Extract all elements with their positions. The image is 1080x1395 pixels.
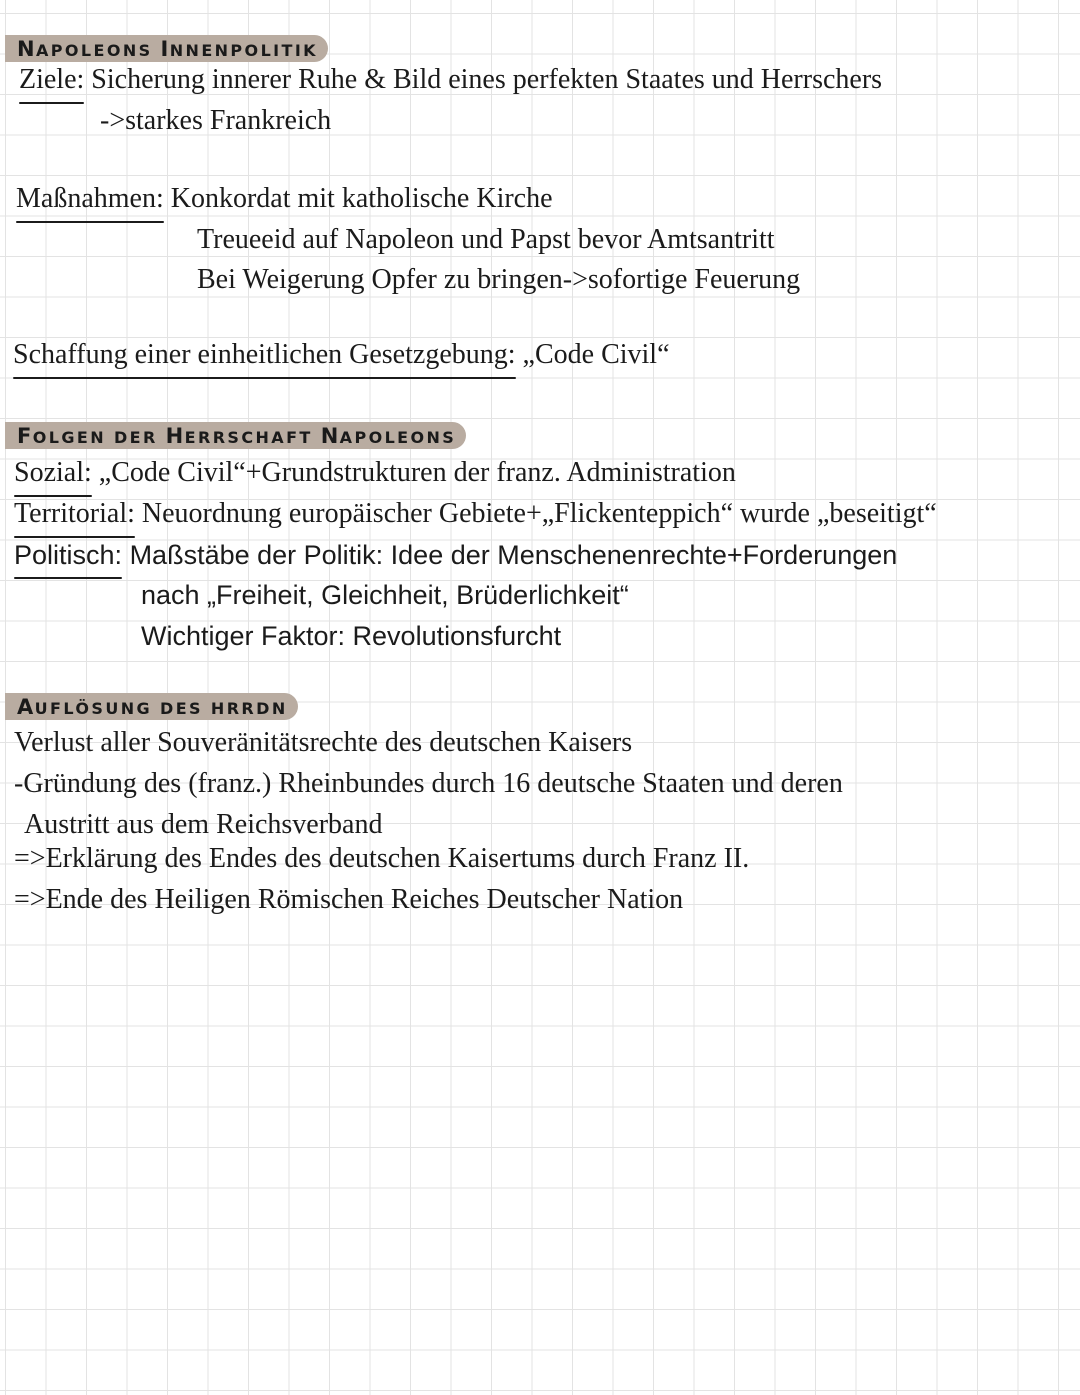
schaffung-label: Schaffung einer einheitlichen Gesetzgebung: bbox=[13, 337, 516, 373]
sozial-label: Sozial: bbox=[14, 455, 92, 491]
politisch-text-2: nach „Freiheit, Gleichheit, Brüderlichkeit“ bbox=[141, 580, 629, 610]
massnahmen-row bbox=[16, 181, 553, 217]
territorial-row bbox=[14, 496, 937, 532]
aufloesung-line-1: Verlust aller Souveränitätsrechte des deutschen Kaisers bbox=[14, 727, 633, 758]
politisch-row bbox=[14, 537, 897, 573]
ziele-continuation: ->starkes Frankreich bbox=[100, 105, 332, 136]
aufloesung-line-3: Austritt aus dem Reichsverband bbox=[24, 809, 383, 840]
aufloesung-line-5: =>Ende des Heiligen Römischen Reiches Deutscher Nation bbox=[14, 884, 684, 915]
sozial-row bbox=[14, 455, 736, 491]
ziele-label: Ziele: bbox=[19, 62, 84, 98]
heading-folgen-der-herrschaft: FOLGEN DER HERRSCHAFT NAPOLEONS bbox=[5, 422, 466, 449]
heading-napoleons-innenpolitik: NAPOLEONS INNENPOLITIK bbox=[5, 35, 328, 62]
massnahmen-item-2: Treueeid auf Napoleon und Papst bevor Amtsantritt bbox=[197, 224, 775, 255]
ziele-text: Sicherung innerer Ruhe & Bild eines perfekten Staates und Herrschers bbox=[91, 64, 883, 95]
massnahmen-item-1: Konkordat mit katholische Kirche bbox=[170, 183, 553, 214]
heading-aufloesung-des-hrrdn: AUFLÖSUNG DES HRRDN bbox=[5, 693, 298, 720]
massnahmen-label: Maßnahmen: bbox=[16, 181, 164, 217]
territorial-label: Territorial: bbox=[14, 496, 135, 532]
politisch-text-1: Maßstäbe der Politik: Idee der Menschenenrechte+Forderungen bbox=[129, 540, 898, 570]
politisch-text-3: Wichtiger Faktor: Revolutionsfurcht bbox=[141, 621, 562, 651]
schaffung-text: „Code Civil“ bbox=[522, 339, 670, 370]
territorial-text: Neuordnung europäischer Gebiete+„Flickenteppich“ wurde „beseitigt“ bbox=[141, 498, 937, 529]
politisch-label: Politisch: bbox=[14, 537, 122, 573]
sozial-text: „Code Civil“+Grundstrukturen der franz. Administration bbox=[98, 457, 736, 488]
aufloesung-line-2: -Gründung des (franz.) Rheinbundes durch 16 deutsche Staaten und deren bbox=[14, 768, 843, 799]
aufloesung-line-4: =>Erklärung des Endes des deutschen Kaisertums durch Franz II. bbox=[14, 843, 750, 874]
massnahmen-item-3: Bei Weigerung Opfer zu bringen->sofortige Feuerung bbox=[197, 264, 801, 295]
schaffung-row bbox=[13, 337, 670, 373]
ziele-row bbox=[19, 62, 882, 98]
